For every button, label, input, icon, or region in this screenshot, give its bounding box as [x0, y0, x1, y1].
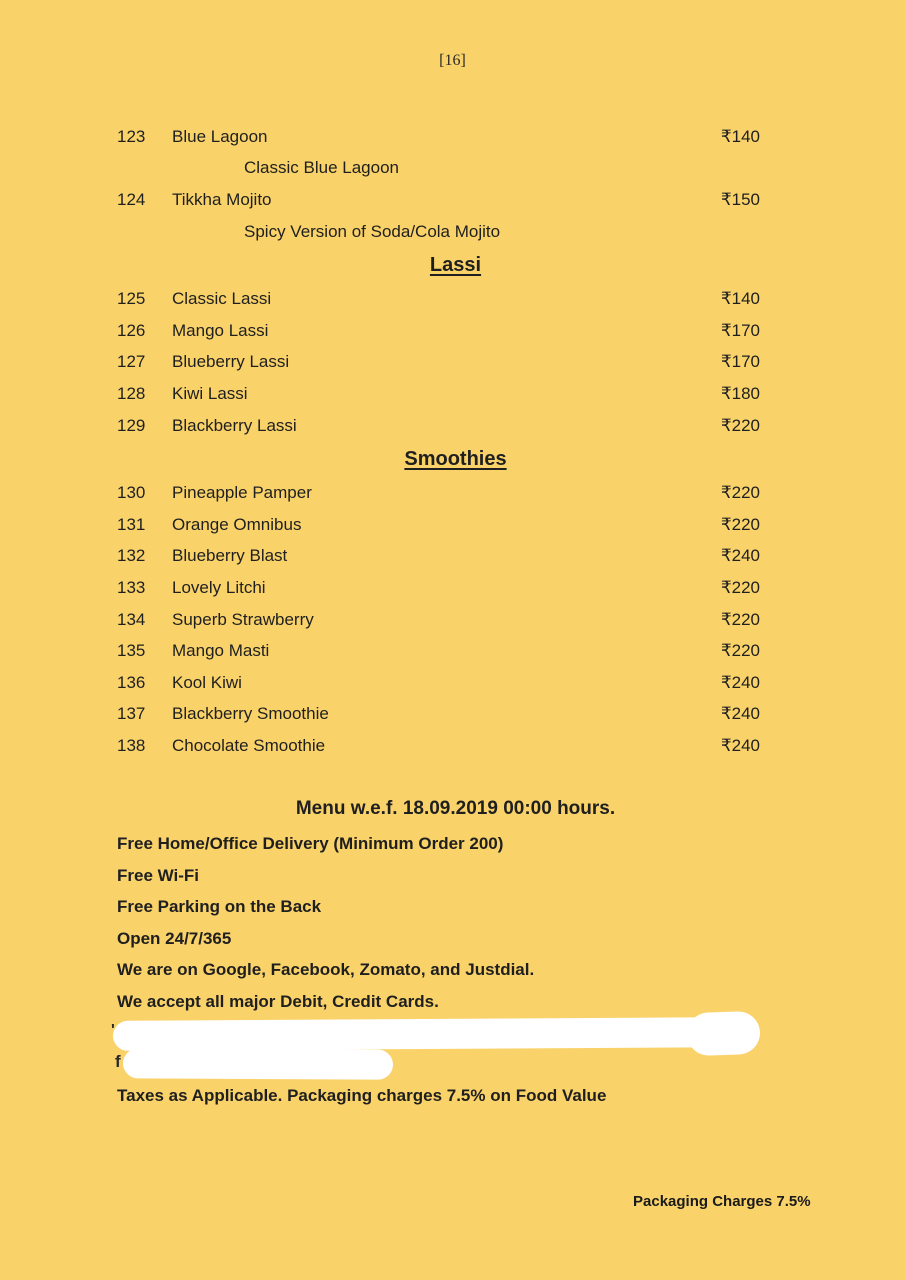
item-name: Kiwi Lassi: [172, 383, 248, 403]
menu-item-row: [117, 699, 760, 731]
item-num: 129: [117, 415, 146, 435]
info-line: We accept all major Debit, Credit Cards.: [117, 992, 439, 1012]
item-num: 133: [117, 577, 146, 597]
item-num: 128: [117, 383, 146, 403]
item-price: ₹220: [720, 609, 760, 629]
item-num: 130: [117, 483, 146, 503]
info-line: Open 24/7/365: [117, 928, 232, 948]
item-price: ₹240: [720, 672, 760, 692]
item-num: 138: [117, 735, 146, 755]
item-price: ₹240: [720, 546, 760, 566]
menu-item-row: [117, 477, 760, 509]
menu-item-row: [117, 347, 760, 379]
menu-area: [111, 121, 760, 1111]
page-number: [16]: [439, 52, 466, 69]
menu-item-row: [117, 378, 760, 410]
section-heading: [134, 441, 777, 477]
item-name: Blackberry Lassi: [172, 415, 297, 435]
item-num: 123: [117, 126, 146, 146]
item-price: ₹180: [720, 383, 760, 403]
item-num: 124: [117, 189, 146, 209]
item-name: Orange Omnibus: [172, 514, 302, 534]
item-name: Classic Lassi: [172, 289, 272, 309]
redaction-block-2: [123, 1048, 393, 1079]
item-name: Blueberry Lassi: [172, 352, 290, 372]
info-line: We are on Google, Facebook, Zomato, and Justdial.: [117, 960, 535, 980]
item-num: 134: [117, 609, 146, 629]
menu-item-row: [117, 730, 760, 762]
item-description: Classic Blue Lagoon: [244, 158, 399, 178]
menu-item-row: [117, 283, 760, 315]
item-price: ₹150: [720, 189, 760, 209]
item-name: Superb Strawberry: [172, 609, 314, 629]
item-price: ₹220: [720, 641, 760, 661]
item-price: ₹220: [720, 514, 760, 534]
menu-item-row: [117, 541, 760, 573]
item-price: ₹220: [720, 577, 760, 597]
item-name: Tikkha Mojito: [172, 189, 272, 209]
menu-item-row: [117, 667, 760, 699]
info-line: Free Home/Office Delivery (Minimum Order 200): [117, 834, 504, 854]
item-num: 125: [117, 289, 146, 309]
taxes-line: Taxes as Applicable. Packaging charges 7.5% on Food Value: [117, 1085, 607, 1105]
menu-item-row: [117, 509, 760, 541]
item-num: 137: [117, 704, 146, 724]
item-num: 127: [117, 352, 146, 372]
item-name: Blue Lagoon: [172, 126, 268, 146]
item-num: 132: [117, 546, 146, 566]
info-lines: [117, 828, 760, 1018]
item-num: 131: [117, 514, 146, 534]
item-name: Mango Masti: [172, 641, 270, 661]
menu-list: [117, 121, 760, 762]
redaction-block-1: [113, 1017, 733, 1051]
redacted-line-2: [117, 1049, 760, 1080]
redaction-prefix-letter: f: [115, 1051, 121, 1071]
menu-item-row: [117, 184, 760, 216]
item-price: ₹240: [720, 735, 760, 755]
item-price: ₹170: [720, 352, 760, 372]
item-description: Spicy Version of Soda/Cola Mojito: [244, 221, 501, 241]
item-name: Lovely Litchi: [172, 577, 266, 597]
item-num: 126: [117, 320, 146, 340]
menu-item-row: [117, 121, 760, 153]
info-line: Free Parking on the Back: [117, 897, 322, 917]
item-name: Mango Lassi: [172, 320, 269, 340]
section-heading-label: Smoothies: [404, 447, 507, 470]
item-name: Kool Kiwi: [172, 672, 242, 692]
item-price: ₹240: [720, 704, 760, 724]
menu-item-row: [117, 410, 760, 442]
section-heading-label: Lassi: [429, 253, 482, 276]
menu-item-row: [117, 635, 760, 667]
packaging-note: Packaging Charges 7.5%: [633, 1193, 811, 1210]
item-price: ₹170: [720, 320, 760, 340]
item-price: ₹220: [720, 415, 760, 435]
item-num: 135: [117, 641, 146, 661]
item-num: 136: [117, 672, 146, 692]
redaction-block-1-end: [686, 1011, 760, 1057]
menu-item-row: [117, 604, 760, 636]
item-name: Blackberry Smoothie: [172, 704, 329, 724]
item-name: Pineapple Pamper: [172, 483, 312, 503]
item-price: ₹140: [720, 126, 760, 146]
footer-title: Menu w.e.f. 18.09.2019 00:00 hours.: [295, 798, 616, 820]
menu-item-row: [117, 315, 760, 347]
menu-item-row: [117, 572, 760, 604]
item-name: Blueberry Blast: [172, 546, 288, 566]
item-price: ₹220: [720, 483, 760, 503]
item-name: Chocolate Smoothie: [172, 735, 326, 755]
item-price: ₹140: [720, 289, 760, 309]
section-heading: [134, 247, 777, 283]
redaction-prefix-mark: ': [111, 1021, 115, 1039]
info-line: Free Wi-Fi: [117, 865, 200, 885]
redacted-line-1: [111, 1018, 760, 1049]
